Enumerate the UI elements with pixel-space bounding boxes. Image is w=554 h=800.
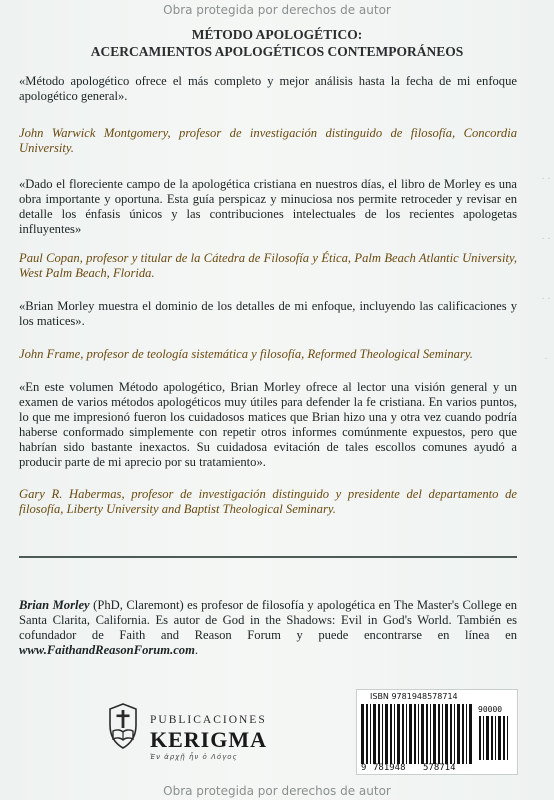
endorsement-attribution-4: Gary R. Habermas, profesor de investigación distinguido y presidente del departamento de filosofía, Liberty University and Baptist Theological Seminary. [19,487,517,516]
barcode-bar [442,704,443,764]
barcode-bar [361,704,364,764]
barcode-bar [445,704,448,764]
barcode-bar [495,716,496,760]
barcode-bar [433,704,436,764]
barcode-bar [390,704,392,764]
barcode-bar [469,704,472,764]
barcode-bars [361,704,475,764]
barcode-digit-first: 9 [361,763,367,773]
author-name: Brian Morley [19,598,90,612]
endorsement-quote-4: «En este volumen Método apologético, Brian Morley ofrece al lector una visión general y un examen de varios métodos apologéticos muy útiles para defender la fe cristiana. En varios puntos, lo que me impresionó fueron los cuidadosos matices que Brian hizo una y otra vez cuando podría haberse conformado simplemente con repetir otros informes comúnmente expuestos, pero que habrían sido bastante inexactos. Su cuidadosa evitación de tales escollos comunes ayudó a producir parte de mi aprecio por su tratamiento». [19,380,517,469]
isbn-text: ISBN 9781948578714 [370,692,458,701]
barcode-bar [394,704,395,764]
publisher-logo [108,700,268,770]
barcode-bar [479,716,481,760]
barcode-bar [385,704,388,764]
watermark-top: Obra protegida por derechos de autor [163,3,391,17]
barcode-bar [466,704,467,764]
author-bio [19,598,517,658]
author-bio-text: (PhD, Claremont) es profesor de filosofía y apologética en The Master's College en Santa Clarita, California. Es autor de God in the Shadows: Evil in God's World. También es cofundador de Faith and Reason Forum y puede encontrarse en línea en [19,598,518,642]
barcode-bar [421,704,424,764]
endorsement-attribution-3: John Frame, profesor de teología sistemática y filosofía, Reformed Theological Seminary. [19,347,473,361]
shield-book-cross-icon [108,703,138,749]
barcode-bar [366,704,368,764]
barcode-bar [406,704,407,764]
barcode-bar [507,716,508,760]
section-divider [19,556,517,558]
barcode-digit-group1: 781948 [373,763,406,773]
publisher-name: KERIGMA [150,727,267,752]
barcode-bar [382,704,383,764]
barcode-bar [397,704,400,764]
author-website-link[interactable]: www.FaithandReasonForum.com [19,643,195,657]
barcode-bar [402,704,404,764]
book-title-line1: MÉTODO APOLOGÉTICO: [191,27,363,42]
price-code: 90000 [478,705,503,714]
barcode-bar [418,704,419,764]
watermark-bottom: Obra protegida por derechos de autor [163,784,391,798]
barcode-bar [378,704,380,764]
barcode-bar [438,704,440,764]
barcode-bar [454,704,455,764]
endorsement-quote-1: «Método apologético ofrece el más completo y mejor análisis hasta la fecha de mi enfoque apologético general». [19,74,517,103]
endorsement-quote-2: «Dado el floreciente campo de la apologética cristiana en nuestros días, el libro de Morley es una obra importante y oportuna. Esta guía perspicaz y minuciosa nos permite retroceder y revisar en detalle los énfasis únicos y las contribuciones intelectuales de los recientes apologetas influyentes» [19,177,517,236]
publisher-motto: Ἐν ἀρχῇ ἦν ὁ Λόγος [150,753,238,761]
isbn-barcode [356,689,518,775]
barcode-bar [498,716,501,760]
barcode-bar [409,704,412,764]
endorsement-attribution-2: Paul Copan, profesor y titular de la Cátedra de Filosofía y Ética, Palm Beach Atlantic University, West Palm Beach, Florida. [19,251,517,280]
publisher-label: PUBLICACIONES [150,714,267,726]
barcode-bar [426,704,428,764]
endorsement-quote-3: «Brian Morley muestra el dominio de los detalles de mi enfoque, incluyendo las calificaciones y los matices». [19,299,517,328]
barcode-bar [462,704,464,764]
barcode-bar [414,704,416,764]
barcode-bar [373,704,376,764]
barcode-digit-group2: 578714 [423,763,456,773]
barcode-bar [457,704,460,764]
author-bio-end: . [194,643,199,657]
barcode-bar [483,716,484,760]
barcode-bar [503,716,505,760]
barcode-bar [370,704,371,764]
addon-barcode-bars [479,716,511,760]
book-title-line2: ACERCAMIENTOS APOLOGÉTICOS CONTEMPORÁNEOS [90,44,464,59]
endorsement-attribution-1: John Warwick Montgomery, profesor de investigación distinguido de filosofía, Concordia University. [19,126,517,155]
barcode-bar [491,716,493,760]
barcode-bar [430,704,431,764]
barcode-bar [486,716,489,760]
barcode-bar [450,704,452,764]
margin-decoration: · · · · · · · [541,174,551,365]
